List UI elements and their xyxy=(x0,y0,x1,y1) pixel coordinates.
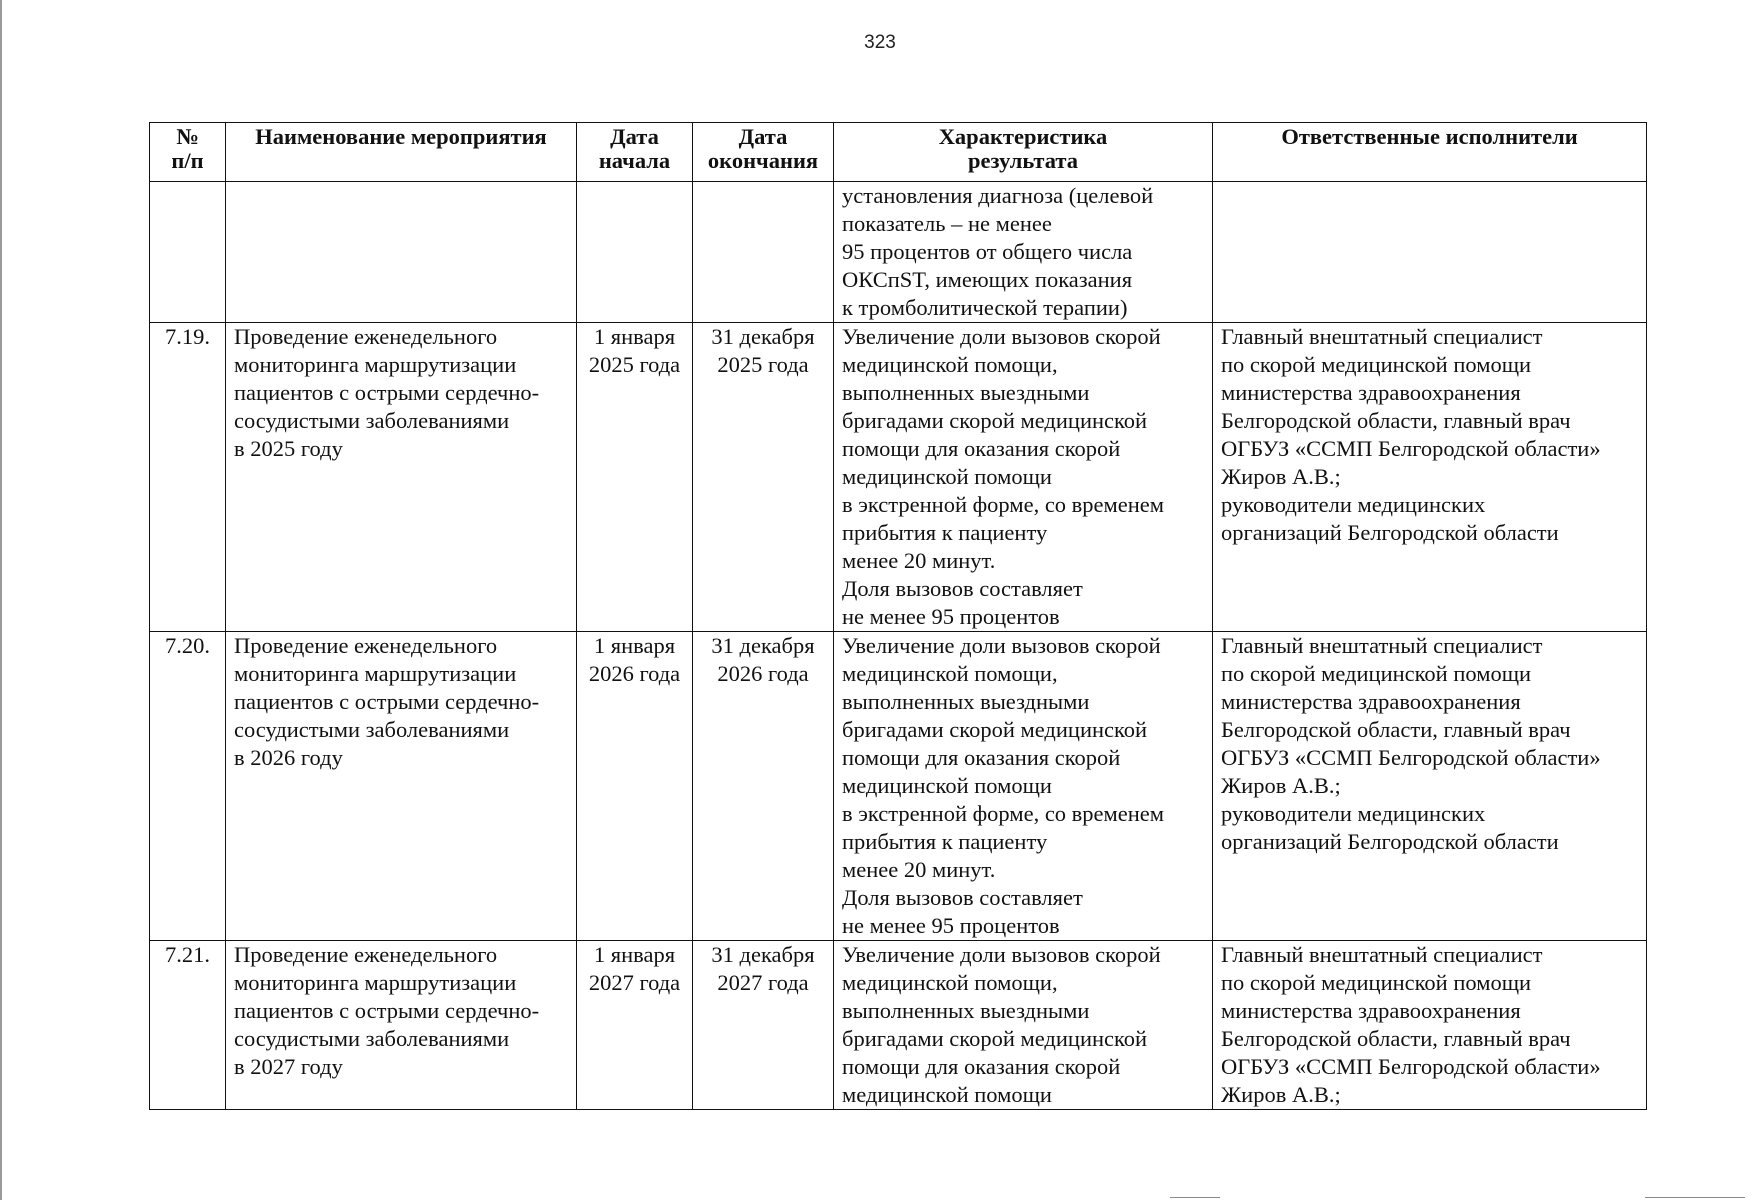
cell-start: 1 января 2025 года xyxy=(577,323,693,632)
scan-artifact-line xyxy=(1170,1197,1220,1198)
table-row xyxy=(150,941,1647,1110)
header-result: Характеристика результата xyxy=(834,123,1213,182)
cell-num: 7.20. xyxy=(150,632,226,941)
scan-artifact-line xyxy=(1645,1197,1745,1198)
header-name: Наименование мероприятия xyxy=(226,123,577,182)
cell-executors: Главный внештатный специалист по скорой медицинской помощи министерства здравоохранения Белгородской области, главный врач ОГБУЗ «ССМП Белгородской области» Жиров А.В.; руководители медицинских организаций Белгородской области xyxy=(1213,323,1647,632)
cell-name xyxy=(226,182,577,323)
cell-end: 31 декабря 2025 года xyxy=(693,323,834,632)
header-executors: Ответственные исполнители xyxy=(1213,123,1647,182)
cell-end: 31 декабря 2027 года xyxy=(693,941,834,1110)
table-header-row xyxy=(150,123,1647,182)
cell-result: Увеличение доли вызовов скорой медицинской помощи, выполненных выездными бригадами скорой медицинской помощи для оказания скорой медицинской помощи xyxy=(834,941,1213,1110)
cell-start: 1 января 2026 года xyxy=(577,632,693,941)
cell-executors: Главный внештатный специалист по скорой медицинской помощи министерства здравоохранения Белгородской области, главный врач ОГБУЗ «ССМП Белгородской области» Жиров А.В.; руководители медицинских организаций Белгородской области xyxy=(1213,632,1647,941)
cell-name: Проведение еженедельного мониторинга маршрутизации пациентов с острыми сердечно- сосудистыми заболеваниями в 2026 году xyxy=(226,632,577,941)
cell-result: установления диагноза (целевой показатель – не менее 95 процентов от общего числа ОКСпST, имеющих показания к тромболитической терапии) xyxy=(834,182,1213,323)
cell-result: Увеличение доли вызовов скорой медицинской помощи, выполненных выездными бригадами скорой медицинской помощи для оказания скорой медицинской помощи в экстренной форме, со временем прибытия к пациенту менее 20 минут. Доля вызовов составляет не менее 95 процентов xyxy=(834,323,1213,632)
table-row-continuation xyxy=(150,182,1647,323)
cell-num: 7.19. xyxy=(150,323,226,632)
cell-name: Проведение еженедельного мониторинга маршрутизации пациентов с острыми сердечно- сосудистыми заболеваниями в 2025 году xyxy=(226,323,577,632)
measures-table xyxy=(149,122,1647,1110)
header-num: № п/п xyxy=(150,123,226,182)
page-number: 323 xyxy=(864,32,896,53)
header-start-date: Дата начала xyxy=(577,123,693,182)
cell-executors: Главный внештатный специалист по скорой медицинской помощи министерства здравоохранения Белгородской области, главный врач ОГБУЗ «ССМП Белгородской области» Жиров А.В.; xyxy=(1213,941,1647,1110)
cell-executors xyxy=(1213,182,1647,323)
cell-start xyxy=(577,182,693,323)
table-row xyxy=(150,632,1647,941)
header-end-date: Дата окончания xyxy=(693,123,834,182)
page-left-edge xyxy=(0,0,2,1200)
cell-result: Увеличение доли вызовов скорой медицинской помощи, выполненных выездными бригадами скорой медицинской помощи для оказания скорой медицинской помощи в экстренной форме, со временем прибытия к пациенту менее 20 минут. Доля вызовов составляет не менее 95 процентов xyxy=(834,632,1213,941)
cell-end: 31 декабря 2026 года xyxy=(693,632,834,941)
cell-name: Проведение еженедельного мониторинга маршрутизации пациентов с острыми сердечно- сосудистыми заболеваниями в 2027 году xyxy=(226,941,577,1110)
cell-end xyxy=(693,182,834,323)
cell-num xyxy=(150,182,226,323)
table-row xyxy=(150,323,1647,632)
cell-num: 7.21. xyxy=(150,941,226,1110)
cell-start: 1 января 2027 года xyxy=(577,941,693,1110)
